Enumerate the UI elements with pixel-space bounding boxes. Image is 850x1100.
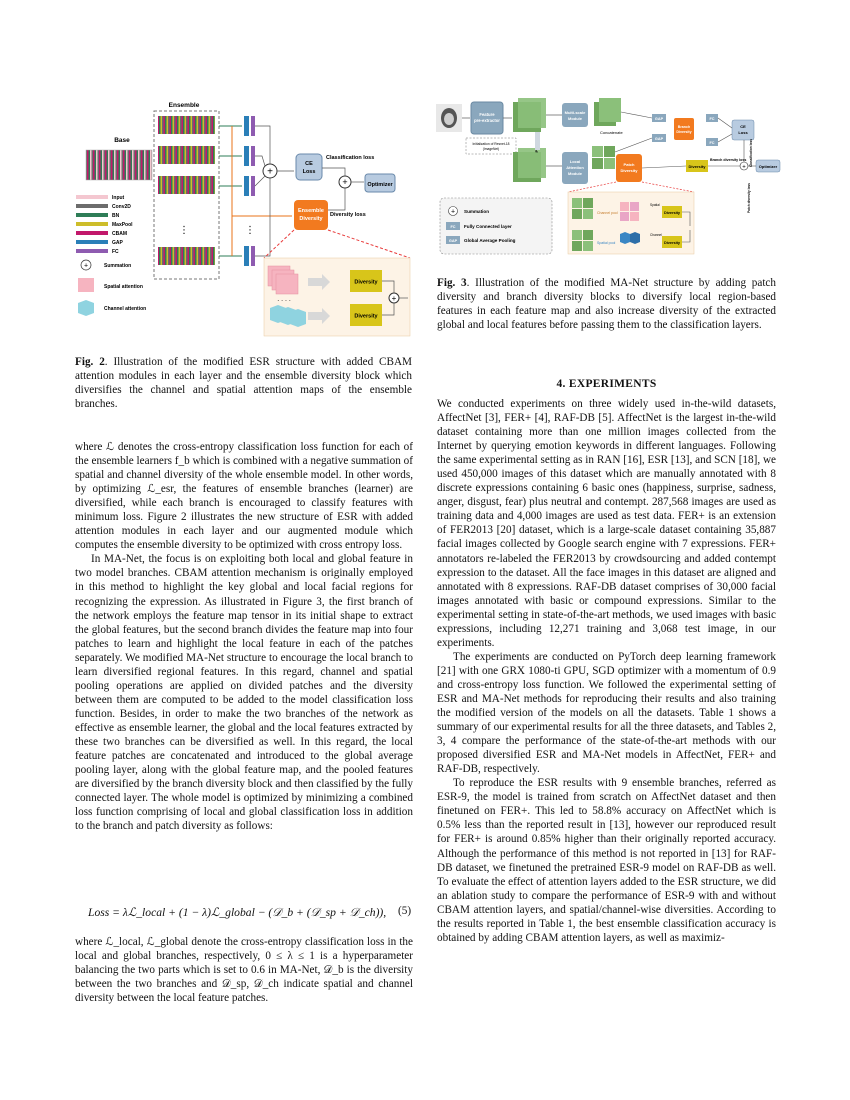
svg-text:GAP: GAP	[654, 137, 664, 141]
fig2-diversity-loss-label: Diversity loss	[330, 212, 366, 218]
svg-text:GAP: GAP	[448, 239, 458, 243]
fig3-global-cubes	[594, 98, 621, 126]
left-para-1: where ℒ denotes the cross-entropy classification loss function for each of the ensemble learners f_b which is combined with a negative summation of spatial and channel diversity of the whole ensemble model. In other words, by optimizing ℒ_esr, the features of ensemble branches (learner) are diversified, while each branch is encouraged to classify features with minimum loss. Figure 2 illustrates the new structure of ESR with added attention modules in each layer and our augmented module which computes the ensemble diversity to be optimized with cross entropy loss.	[75, 441, 413, 552]
fig2-base-label: Base	[114, 137, 130, 144]
svg-text:Diversity: Diversity	[620, 168, 638, 173]
svg-text:+: +	[83, 262, 89, 270]
fig3-legend-gap: Global Average Pooling	[464, 238, 516, 243]
svg-text:Spatial attention: Spatial attention	[104, 284, 143, 290]
svg-text:Optimizer: Optimizer	[758, 164, 778, 169]
right-column	[437, 397, 776, 945]
fig2-branch-stripes	[158, 116, 215, 265]
svg-text:Multi-scale: Multi-scale	[564, 110, 586, 115]
svg-text:Summation: Summation	[104, 263, 132, 269]
svg-text:CBAM: CBAM	[112, 231, 127, 237]
fig3-legend-fc: Fully Connected layer	[464, 224, 512, 229]
svg-text:FC: FC	[709, 117, 715, 121]
svg-text:+: +	[391, 294, 397, 303]
svg-text:Module: Module	[568, 116, 582, 121]
fig3-legend-summation: Summation	[464, 209, 490, 214]
svg-text:(ImageNet): (ImageNet)	[482, 147, 500, 151]
svg-text:Diversity: Diversity	[354, 279, 378, 286]
svg-text:FC: FC	[709, 141, 715, 145]
svg-text:Channel pool: Channel pool	[597, 211, 618, 215]
equation-number: (5)	[398, 905, 412, 917]
fig2-legend	[76, 195, 146, 316]
fig3-face-image	[436, 104, 462, 132]
svg-text:+: +	[267, 166, 273, 178]
svg-text:FC: FC	[112, 249, 119, 255]
figure-2	[72, 98, 412, 343]
equation-5: Loss = λℒ_local + (1 − λ)ℒ_global − (𝒟_b + (𝒟_sp + 𝒟_ch)),	[88, 906, 387, 919]
svg-text:⋮: ⋮	[179, 225, 189, 236]
fig2-ensemble-label: Ensemble	[168, 102, 200, 109]
svg-text:Diversity: Diversity	[676, 130, 692, 134]
fig3-branch-diversity	[674, 118, 694, 140]
left-para-3: where ℒ_local, ℒ_global denote the cross-entropy classification loss in the local and global branches, respectively, 0 ≤ λ ≤ 1 is a hyperparameter balancing the two parts which is set to 0.6 in MA-Net, 𝒟_b is the diversity between the two branches and 𝒟_sp, 𝒟_ch indicate spatial and channel diversity between the local feature patches.	[75, 936, 413, 1005]
fig3-caption-label: Fig. 3	[437, 277, 467, 289]
svg-text:+: +	[450, 208, 456, 216]
fig2-caption-label: Fig. 2	[75, 356, 105, 368]
svg-text:. . . .: . . . .	[277, 296, 291, 303]
svg-text:GAP: GAP	[112, 240, 123, 246]
left-column-top	[75, 440, 413, 833]
fig3-branch-diversity-loss-label: Branch diversity loss	[710, 158, 747, 162]
fig3-caption-text: . Illustration of the modified MA-Net structure by adding patch diversity and branch diversity blocks to diversify local region-based features in each feature map and also increase diversity of the extracted global and local features before passing them to the classification layers.	[437, 277, 776, 332]
svg-text:Branch: Branch	[677, 125, 691, 129]
svg-text:BN: BN	[112, 213, 120, 219]
svg-text:Attention: Attention	[566, 165, 584, 170]
fig3-local-cubes	[592, 146, 615, 169]
svg-text:Initialization of Resnet-18: Initialization of Resnet-18	[472, 142, 510, 146]
fig2-fc-bars	[219, 116, 255, 266]
svg-text:+: +	[742, 164, 746, 171]
fig2-caption	[75, 355, 412, 411]
fig3-multi-scale-module	[562, 103, 588, 127]
svg-text:Channel attention: Channel attention	[104, 306, 147, 312]
svg-text:⋮: ⋮	[245, 225, 255, 236]
fig3-classification-loss-label: Classification loss	[749, 139, 753, 167]
fig2-classification-loss-label: Classification loss	[326, 155, 375, 161]
fig3-patch-diversity-loss-label: Patch diversity loss	[747, 183, 751, 213]
left-para-2: In MA-Net, the focus is on exploiting both local and global feature in two model branches. CBAM attention mechanism is originally employed in this method to highlight the key global and local facial regions for recognizing the expression. As illustrated in Figure 3, the first branch of the network employs the feature map tensor in its initial shape to extract the global features, but the second branch divides the feature map into four patches to learn and highlight the local feature in each of the patches separately. We modified MA-Net structure to encourage the local branch to learn diversified regional features. In this regard, channel and spatial pooling operations are applied on divided patches and the diversity between them are computed to be added to the model classification loss function. Besides, in order to make the two branches of the network as effective as ensemble learner, the global and the local features extracted by these two branches can be diversified as well. In this regard, the local feature patches are concatenated and introduced to the global average pooling layer, along with the global feature map, and the pooled features are diversified by the branch diversity block and then classified by the fully connected layer. The whole model is optimized by minimizing a combined loss function comprising of local and global classification loss in addition to the branch and patch diversity as follows:	[75, 553, 414, 833]
svg-text:Diversity: Diversity	[663, 241, 681, 245]
svg-text:pre-extractor: pre-extractor	[474, 118, 500, 123]
svg-text:CE: CE	[740, 124, 746, 129]
svg-text:Diversity: Diversity	[688, 164, 706, 169]
svg-text:+: +	[342, 177, 348, 187]
left-column-bottom	[75, 935, 413, 1005]
svg-text:Optimizer: Optimizer	[367, 182, 393, 188]
fig2-base-block	[86, 150, 152, 180]
svg-text:Spatial: Spatial	[650, 203, 660, 207]
section-title-experiments: 4. EXPERIMENTS	[556, 378, 657, 390]
svg-text:Diversity: Diversity	[663, 211, 681, 215]
svg-text:MaxPool: MaxPool	[112, 222, 133, 228]
svg-text:Patch: Patch	[623, 162, 635, 167]
svg-text:Diversity: Diversity	[299, 216, 323, 222]
svg-text:Channel: Channel	[650, 233, 662, 237]
svg-text:Diversity: Diversity	[354, 313, 378, 320]
svg-text:FC: FC	[450, 225, 456, 229]
svg-text:Spatial pool: Spatial pool	[597, 241, 616, 245]
right-para-1: We conducted experiments on three widely used in-the-wild datasets, AffectNet [3], FER+ [4], RAF-DB [5]. AffectNet is the largest in-the-wild dataset containing more than one million images collected from the Internet by querying emotion keywords in different languages. Following the same experimental setting as in RAN [16], ESR [13], and SCN [18], we used 450,000 images of this dataset which are manually annotated with 8 discrete expressions containing 6 basic ones (happiness, surprise, sadness, anger, disgust, fear) plus neutral and contempt. 287,568 images are used as training data and 4,000 images are used as test data. FER+ is an extension of FER2013 [20] dataset, which is a large-scale dataset containing 35,887 facial images collected by Google search engine with 7 expressions. FER+ annotators re-labeled the FER2013 by crowdsourcing and added contempt expression to the dataset. All the face images in this dataset are aligned and annotated with 8 expressions. RAF-DB dataset comprises of 30,000 facial images annotated with basic or compound expressions. Similar to the experimental setting in state-of-the-art methods, we used images with basic expressions, including 12,271 training and 3,068 test image, in our experiments.	[437, 398, 776, 649]
svg-text:Ensemble: Ensemble	[298, 208, 324, 214]
svg-text:Input: Input	[112, 195, 125, 201]
figure-3	[434, 98, 784, 268]
fig2-ce-loss-box	[296, 154, 322, 180]
fig3-feature-maps	[513, 98, 546, 182]
svg-text:Module: Module	[568, 171, 582, 176]
right-para-3: To reproduce the ESR results with 9 ensemble branches, referred as ESR-9, the model is trained from scratch on AffectNet dataset and then finetuned on FER+. This led to 58.8% accuracy on AffectNet which is 0.5% less than the reported result in [13], however our reproduced result for FER+ is around 0.85% higher than their originally reported accuracy. Although the performance of this method is not reported in [13] for RAF-DB dataset, we finetuned the pretrained ESR-9 model on RAF-DB as well. To evaluate the effect of attention layers added to the ESR structure, we did an ablation study to compare the performance of ESR-9 with and without CBAM attention layers, and spatial/channel-wise diversities. According to the results reported in Table 1, the best ensemble classification accuracy is obtained by adding CBAM attention layers, as well as maximiz-	[437, 777, 776, 944]
svg-text:Loss: Loss	[738, 130, 748, 135]
svg-text:CE: CE	[305, 161, 313, 167]
right-para-2: The experiments are conducted on PyTorch deep learning framework [21] with one GRX 1080-ti GPU, SGD optimizer with a momentum of 0.9 and cross-entropy loss function. We followed the experimental setting of ESR and MA-Net methods for reproducing their results and also training the modified version of the models on all the datasets. Table 1 shows a summary of our experimental results for all the three datasets, and Tables 2, 3, 4 compare the performance of the state-of-the-art methods with our proposed diversified ESR and MA-Net models in AffectNet, FER+ and RAF-DB, respectively.	[437, 650, 776, 776]
fig2-caption-text: . Illustration of the modified ESR structure with added CBAM attention modules in each layer and the ensemble diversity block which diversifies the channel and spatial attention maps of the ensemble branches.	[75, 356, 412, 411]
svg-text:Local: Local	[569, 159, 581, 164]
svg-text:GAP: GAP	[654, 117, 664, 121]
fig3-caption	[437, 276, 776, 332]
fig3-concatenate-label: Concatenate	[600, 130, 623, 135]
fig2-ensemble-diversity-box	[294, 200, 328, 230]
svg-text:Feature: Feature	[479, 112, 495, 117]
svg-text:Loss: Loss	[302, 169, 316, 175]
svg-text:Conv2D: Conv2D	[112, 204, 131, 210]
